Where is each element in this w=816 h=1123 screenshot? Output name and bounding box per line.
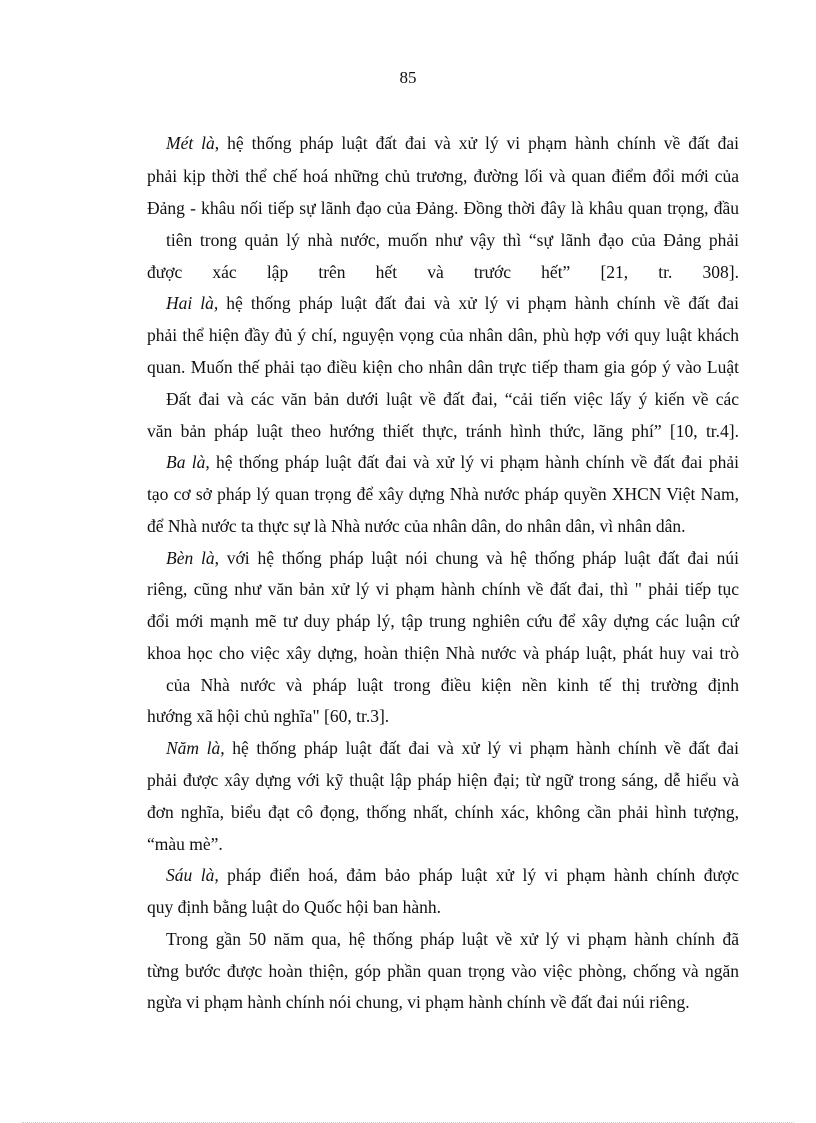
line-text: quan. Muốn thế phải tạo điều kiện cho nhân dân trực tiếp tham gia góp ý vào Luật <box>147 357 739 377</box>
text-line <box>147 325 739 345</box>
line-text: tiên trong quản lý nhà nước, muốn như vậy thì “sự lãnh đạo của Đảng phải <box>166 230 739 250</box>
text-line <box>147 262 739 282</box>
text-line <box>166 675 739 695</box>
line-text: văn bản pháp luật theo hướng thiết thực, tránh hình thức, lãng phí” [10, tr.4]. <box>147 421 739 441</box>
line-text: pháp điển hoá, đảm bảo pháp luật xử lý vi phạm hành chính được <box>218 865 739 885</box>
enumeration-lead: Năm là, <box>166 738 225 758</box>
line-text: ngừa vi phạm hành chính nói chung, vi phạm hành chính về đất đai núi riêng. <box>147 992 690 1012</box>
text-line <box>147 643 739 663</box>
text-line <box>147 802 739 822</box>
line-text: từng bước được hoàn thiện, góp phần quan trọng vào việc phòng, chống và ngăn <box>147 961 739 981</box>
text-line <box>166 133 739 153</box>
line-text: được xác lập trên hết và trước hết” [21, tr. 308]. <box>147 262 739 282</box>
enumeration-lead: Bèn là <box>166 548 215 568</box>
line-text: phải kịp thời thể chế hoá những chủ trương, đường lối và quan điểm đổi mới của <box>147 166 739 186</box>
line-text: riêng, cũng như văn bản xử lý vi phạm hành chính về đất đai, thì " phải tiếp tục <box>147 579 739 599</box>
text-line <box>147 579 739 599</box>
line-text: phải được xây dựng với kỹ thuật lập pháp hiện đại; từ ngữ trong sáng, dễ hiểu và <box>147 770 739 790</box>
text-line <box>147 516 739 536</box>
text-line <box>147 992 739 1012</box>
text-line <box>147 834 739 854</box>
line-text: khoa học cho việc xây dựng, hoàn thiện Nhà nước và pháp luật, phát huy vai trò <box>147 643 739 663</box>
line-text: hệ thống pháp luật đất đai và xử lý vi phạm hành chính về đất đai phải <box>209 452 739 472</box>
text-line <box>147 484 739 504</box>
enumeration-lead: Sáu là, <box>166 865 219 885</box>
text-line <box>166 230 739 250</box>
text-line <box>166 389 739 409</box>
line-text: để Nhà nước ta thực sự là Nhà nước của nhân dân, do nhân dân, vì nhân dân. <box>147 516 686 536</box>
text-line <box>166 293 739 313</box>
enumeration-lead: Mét là <box>166 133 215 153</box>
enumeration-lead: Ba là, <box>166 452 210 472</box>
text-line <box>147 357 739 377</box>
line-text: , với hệ thống pháp luật nói chung và hệ thống pháp luật đất đai núi <box>214 548 739 568</box>
enumeration-lead: Hai là, <box>166 293 219 313</box>
line-text: đổi mới mạnh mẽ tư duy pháp lý, tập trung nghiên cứu để xây dựng các luận cứ <box>147 611 739 631</box>
line-text: của Nhà nước và pháp luật trong điều kiện nền kinh tế thị trường định <box>166 675 739 695</box>
line-text: Đất đai và các văn bản dưới luật về đất đai, “cải tiến việc lấy ý kiến về các <box>166 389 739 409</box>
line-text: hệ thống pháp luật đất đai và xử lý vi phạm hành chính về đất đai <box>224 738 739 758</box>
text-line <box>147 198 739 218</box>
line-text: đơn nghĩa, biểu đạt cô đọng, thống nhất, chính xác, không cần phải hình tượng, <box>147 802 739 822</box>
text-line <box>166 452 739 472</box>
text-line <box>147 611 739 631</box>
line-text: Trong gần 50 năm qua, hệ thống pháp luật về xử lý vi phạm hành chính đã <box>166 929 739 949</box>
text-line <box>147 770 739 790</box>
line-text: phải thể hiện đầy đủ ý chí, nguyện vọng của nhân dân, phù hợp với quy luật khách <box>147 325 739 345</box>
line-text: tạo cơ sở pháp lý quan trọng để xây dựng Nhà nước pháp quyền XHCN Việt Nam, <box>147 484 739 504</box>
text-line <box>147 421 739 441</box>
line-text: hướng xã hội chủ nghĩa" [60, tr.3]. <box>147 706 390 726</box>
line-text: “màu mè”. <box>147 834 223 854</box>
text-line <box>166 548 739 568</box>
text-line <box>166 929 739 949</box>
line-text: hệ thống pháp luật đất đai và xử lý vi phạm hành chính về đất đai <box>218 293 739 313</box>
line-text: , hệ thống pháp luật đất đai và xử lý vi phạm hành chính về đất đai <box>214 133 739 153</box>
text-line <box>147 706 739 726</box>
text-line <box>166 865 739 885</box>
text-line <box>166 738 739 758</box>
text-line <box>147 961 739 981</box>
text-line <box>147 166 739 186</box>
page-number: 85 <box>399 68 417 87</box>
text-line <box>147 897 739 917</box>
line-text: Đảng - khâu nối tiếp sự lãnh đạo của Đảng. Đồng thời đây là khâu quan trọng, đầu <box>147 198 739 218</box>
line-text: quy định bằng luật do Quốc hội ban hành. <box>147 897 442 917</box>
